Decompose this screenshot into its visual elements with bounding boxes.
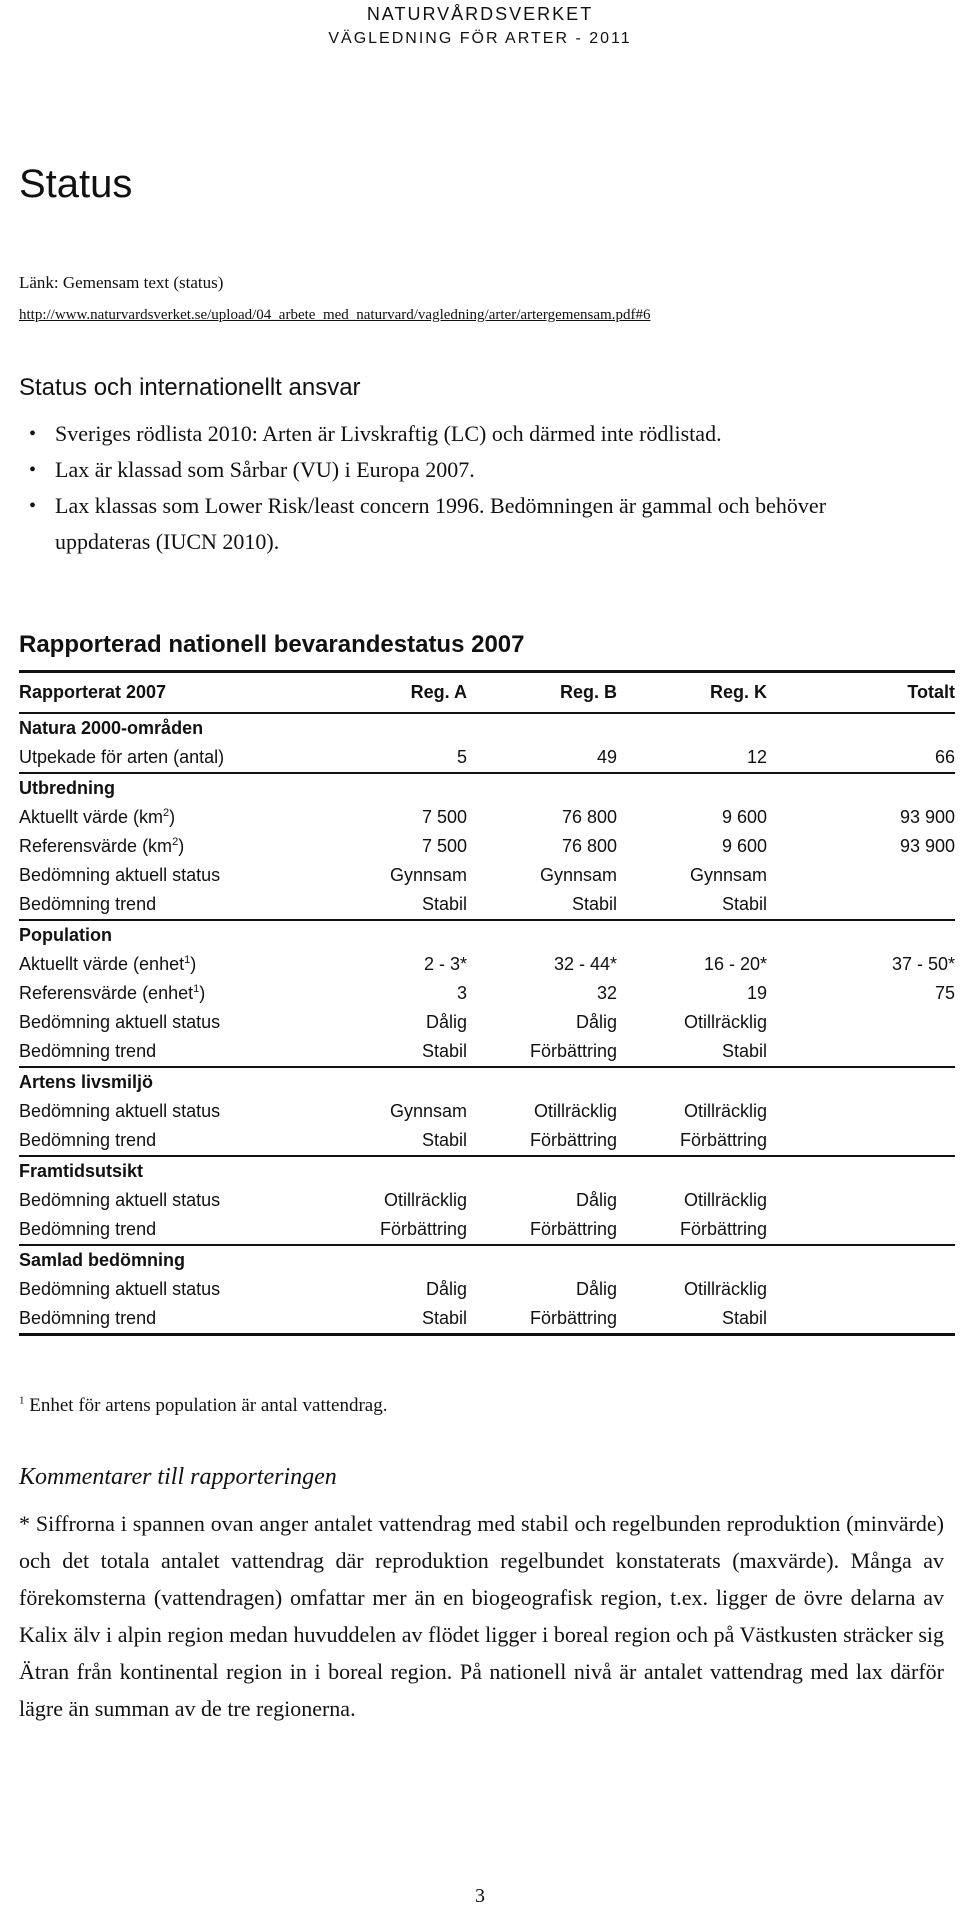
reg-k-cell: 12 xyxy=(746,747,767,767)
row-label-superscript: 1 xyxy=(193,983,200,995)
row-label-text: Aktuellt värde (enhet xyxy=(19,954,185,974)
total-cell xyxy=(767,1275,955,1304)
reg-b-cell: Förbättring xyxy=(529,1041,617,1061)
table-group-row xyxy=(19,1067,955,1097)
row-label-text: Bedömning trend xyxy=(19,1041,157,1061)
group-title: Utbredning xyxy=(19,773,955,803)
total-cell: 75 xyxy=(934,983,955,1003)
organization-name: NATURVÅRDSVERKET xyxy=(366,4,594,24)
reg-k-cell: Stabil xyxy=(721,894,767,914)
table-group-row xyxy=(19,1156,955,1186)
reg-a-cell: Stabil xyxy=(421,894,467,914)
row-label-text: Aktuellt värde (km xyxy=(19,807,164,827)
row-label-text: Utpekade för arten (antal) xyxy=(19,747,225,767)
row-label-superscript: 2 xyxy=(163,807,170,819)
row-label xyxy=(19,1037,317,1067)
total-cell: 66 xyxy=(934,747,955,767)
column-header: Reg. A xyxy=(317,672,467,713)
reg-k-cell: Otillräcklig xyxy=(683,1012,767,1032)
bullet-item: • Lax klassas som Lower Risk/least concern 1996. Bedömningen är gammal och behöver uppdateras (IUCN 2010). xyxy=(19,488,919,560)
column-header: Reg. B xyxy=(467,672,617,713)
reg-k-cell: 9 600 xyxy=(721,807,767,827)
reg-k-cell: Otillräcklig xyxy=(683,1101,767,1121)
row-label-text: Bedömning aktuell status xyxy=(19,1012,221,1032)
reg-a-cell: Stabil xyxy=(317,1304,467,1335)
total-cell xyxy=(767,1097,955,1126)
reg-b-cell: Dålig xyxy=(575,1279,617,1299)
row-label-suffix: ) xyxy=(169,807,176,827)
reg-a-cell: Gynnsam xyxy=(389,1101,467,1121)
reg-a-cell: Förbättring xyxy=(379,1219,467,1239)
row-label-superscript: 2 xyxy=(172,836,179,848)
row-label-text: Bedömning trend xyxy=(19,1219,157,1239)
status-bullet-list xyxy=(19,416,919,560)
total-cell xyxy=(767,1037,955,1067)
row-label xyxy=(19,832,317,861)
reg-b-cell: Förbättring xyxy=(529,1130,617,1150)
reg-k-cell: Otillräcklig xyxy=(683,1190,767,1210)
row-label-text: Bedömning trend xyxy=(19,1308,157,1328)
reg-k-cell: Stabil xyxy=(617,1304,767,1335)
bullet-item: • Sveriges rödlista 2010: Arten är Livskraftig (LC) och därmed inte rödlistad. xyxy=(19,416,919,452)
row-label-text: Bedömning aktuell status xyxy=(19,1279,221,1299)
table-row xyxy=(19,1037,955,1067)
reg-k-cell: Gynnsam xyxy=(689,865,767,885)
table-row xyxy=(19,1008,955,1037)
row-label-text: Referensvärde (km xyxy=(19,836,173,856)
reg-k-cell: 16 - 20* xyxy=(703,954,767,974)
table-group-row xyxy=(19,713,955,743)
reg-a-cell: 3 xyxy=(456,983,467,1003)
page-title: Status xyxy=(19,162,133,206)
row-label-text: Bedömning trend xyxy=(19,894,157,914)
column-header: Reg. K xyxy=(617,672,767,713)
reg-b-cell: Otillräcklig xyxy=(533,1101,617,1121)
reg-a-cell: 7 500 xyxy=(421,836,467,856)
row-label-text: Bedömning trend xyxy=(19,1130,157,1150)
row-label xyxy=(19,979,317,1008)
page-number: 3 xyxy=(475,1885,485,1907)
table-row xyxy=(19,1215,955,1245)
group-title: Samlad bedömning xyxy=(19,1245,955,1275)
reg-k-cell: Stabil xyxy=(721,1041,767,1061)
column-header: Rapporterat 2007 xyxy=(19,672,317,713)
table-heading: Rapporterad nationell bevarandestatus 2007 xyxy=(19,631,525,658)
table-row xyxy=(19,950,955,979)
table-group-row xyxy=(19,920,955,950)
total-cell xyxy=(767,1008,955,1037)
reg-a-cell: 2 - 3* xyxy=(423,954,467,974)
link-label: Länk: Gemensam text (status) xyxy=(19,273,224,292)
reg-b-cell: Stabil xyxy=(571,894,617,914)
row-label xyxy=(19,890,317,920)
reg-a-cell: Otillräcklig xyxy=(383,1190,467,1210)
reg-a-cell: Gynnsam xyxy=(389,865,467,885)
row-label-text: Referensvärde (enhet xyxy=(19,983,194,1003)
reg-b-cell: Dålig xyxy=(575,1012,617,1032)
reg-k-cell: Förbättring xyxy=(679,1219,767,1239)
reg-b-cell: 32 xyxy=(596,983,617,1003)
table-header-row xyxy=(19,672,955,713)
table-row xyxy=(19,1126,955,1156)
bullet-item: • Lax är klassad som Sårbar (VU) i Europa 2007. xyxy=(19,452,919,488)
total-cell xyxy=(767,890,955,920)
reg-b-cell: Förbättring xyxy=(467,1304,617,1335)
comment-paragraph: * Siffrorna i spannen ovan anger antalet vattendrag med stabil och regelbunden reproduktion (minvärde) och det totala antalet vattendrag där reproduktion regelbundet konstaterats (maxvärde). Många av förekomsterna (vattendragen) omfattar mer än en biogeografisk region, t.ex. ligger de övre delarna av Kalix älv i alpin region medan huvuddelen av flödet ligger i boreal region och på Västkusten sträcker sig Ätran från kontinental region in i boreal region. På nationell nivå är antalet vattendrag med lax därför lägre än summan av de tre regionerna. xyxy=(19,1511,944,1721)
row-label-suffix: ) xyxy=(178,836,185,856)
row-label xyxy=(19,1215,317,1245)
table-row xyxy=(19,861,955,890)
row-label-superscript: 1 xyxy=(184,954,191,966)
reg-b-cell: 76 800 xyxy=(561,807,617,827)
row-label-suffix: ) xyxy=(199,983,206,1003)
group-title: Natura 2000-områden xyxy=(19,718,204,738)
table-body xyxy=(19,713,955,1335)
reg-k-cell: Otillräcklig xyxy=(683,1279,767,1299)
table-row xyxy=(19,832,955,861)
reg-k-cell: 19 xyxy=(746,983,767,1003)
footnote-mark: 1 xyxy=(19,1394,25,1407)
reg-a-cell: Stabil xyxy=(421,1041,467,1061)
row-label-text: Bedömning aktuell status xyxy=(19,1190,221,1210)
reg-b-cell: Gynnsam xyxy=(539,865,617,885)
reg-a-cell: Dålig xyxy=(425,1012,467,1032)
group-title: Artens livsmiljö xyxy=(19,1067,955,1097)
reg-b-cell: Förbättring xyxy=(529,1219,617,1239)
reg-b-cell: Dålig xyxy=(575,1190,617,1210)
total-cell: 37 - 50* xyxy=(891,954,955,974)
table-row xyxy=(19,979,955,1008)
reg-b-cell: 76 800 xyxy=(561,836,617,856)
footnote-text: Enhet för artens population är antal vattendrag. xyxy=(24,1395,388,1416)
column-header: Totalt xyxy=(767,672,955,713)
row-label xyxy=(19,1186,317,1215)
table-row xyxy=(19,1275,955,1304)
reg-a-cell: Stabil xyxy=(421,1130,467,1150)
table-group-row xyxy=(19,1245,955,1275)
total-cell xyxy=(767,861,955,890)
table-row xyxy=(19,1097,955,1126)
reg-b-cell: 32 - 44* xyxy=(553,954,617,974)
table-row xyxy=(19,1186,955,1215)
table-row xyxy=(19,803,955,832)
row-label xyxy=(19,743,317,773)
guide-title: VÄGLEDNING FÖR ARTER - 2011 xyxy=(328,30,632,47)
total-cell xyxy=(767,1186,955,1215)
row-label xyxy=(19,1126,317,1156)
group-title: Framtidsutsikt xyxy=(19,1156,955,1186)
comment-heading: Kommentarer till rapporteringen xyxy=(19,1464,337,1490)
reg-a-cell: 5 xyxy=(456,747,467,767)
total-cell: 93 900 xyxy=(899,807,955,827)
row-label xyxy=(19,1304,317,1335)
section-heading: Status och internationellt ansvar xyxy=(19,374,361,401)
row-label-text: Bedömning aktuell status xyxy=(19,1101,221,1121)
total-cell xyxy=(767,1126,955,1156)
table-footnote xyxy=(19,1395,387,1417)
table-group-row xyxy=(19,773,955,803)
total-cell xyxy=(767,1215,955,1245)
row-label xyxy=(19,803,317,832)
row-label xyxy=(19,1008,317,1037)
group-title: Population xyxy=(19,920,955,950)
reg-a-cell: Dålig xyxy=(425,1279,467,1299)
row-label xyxy=(19,861,317,890)
status-link[interactable]: http://www.naturvardsverket.se/upload/04_arbete_med_naturvard/vagledning/arter/artergemensam.pdf#6 xyxy=(19,307,651,323)
reg-b-cell: 49 xyxy=(596,747,617,767)
reg-k-cell: Förbättring xyxy=(679,1130,767,1150)
row-label xyxy=(19,950,317,979)
table-row xyxy=(19,1304,955,1335)
row-label-text: Bedömning aktuell status xyxy=(19,865,221,885)
total-cell: 93 900 xyxy=(899,836,955,856)
table-row xyxy=(19,743,955,773)
row-label xyxy=(19,1097,317,1126)
row-label-suffix: ) xyxy=(190,954,197,974)
row-label xyxy=(19,1275,317,1304)
table-row xyxy=(19,890,955,920)
total-cell xyxy=(767,1304,955,1335)
reg-a-cell: 7 500 xyxy=(421,807,467,827)
conservation-status-table xyxy=(19,672,955,1336)
reg-k-cell: 9 600 xyxy=(721,836,767,856)
